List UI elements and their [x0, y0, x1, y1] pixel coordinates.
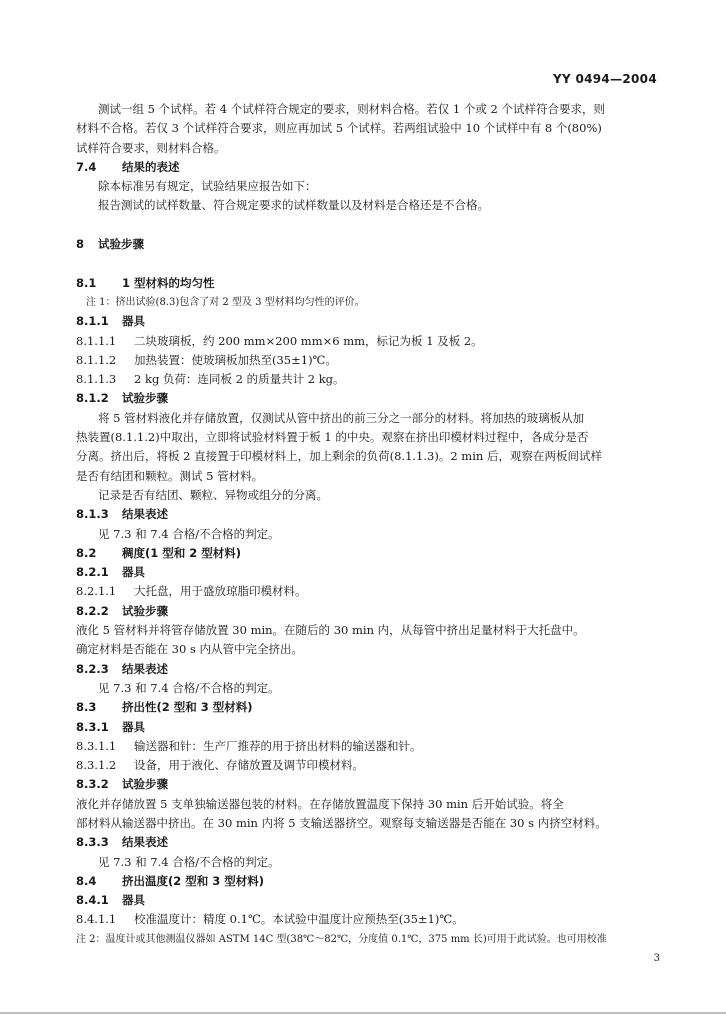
clause-8-3-1-1 [76, 737, 660, 756]
section-number: 8.3.2 [76, 777, 109, 792]
section-heading-8-2-3 [76, 660, 660, 679]
clause-text: 输送器和针：生产厂推荐的用于挤出材料的输送器和针。 [134, 738, 422, 753]
clause-number: 8.3.1.2 [76, 758, 117, 773]
section-number: 8.2.2 [76, 603, 109, 618]
section-heading-8-3-2 [76, 775, 660, 794]
standard-code: YY 0494—2004 [553, 72, 657, 86]
clause-text: 加热装置：使玻璃板加热至(35±1)℃。 [134, 352, 337, 367]
section-heading-8-4-1 [76, 891, 660, 910]
paragraph-line: 部材料从输送器中挤出。在 30 min 内将 5 支输送器挤空。观察每支输送器是否能在 30 s 内挤空材料。 [76, 815, 607, 830]
paragraph-line: 材料不合格。若仅 3 个试样符合要求，则应再加试 5 个试样。若两组试验中 10 个试样中有 8 个(80%) [76, 121, 602, 136]
paragraph-line: 液化并存储放置 5 支单独输送器包装的材料。在存储放置温度下保持 30 min 后开始试验。将全 [76, 796, 564, 811]
section-title: 挤出温度(2 型和 3 型材料) [122, 873, 265, 888]
paragraph-line: 报告测试的试样数量、符合规定要求的试样数量以及材料是合格还是不合格。 [98, 198, 489, 213]
paragraph-line: 见 7.3 和 7.4 合格/不合格的判定。 [98, 526, 280, 541]
section-title: 结果的表述 [122, 159, 180, 174]
note-2: 注 2：温度计或其他测温仪器如 ASTM 14C 型(38℃～82℃，分度值 0.1℃，375 mm 长)可用于此试验。也可用校准 [76, 933, 607, 945]
section-heading-8-2-2 [76, 602, 660, 621]
section-title: 结果表述 [122, 507, 168, 522]
section-number: 8.1.3 [76, 507, 109, 522]
paragraph-line: 是否有结团和颗粒。测试 5 管材料。 [76, 468, 264, 483]
section-heading-8-3-3 [76, 833, 660, 852]
paragraph-line: 见 7.3 和 7.4 合格/不合格的判定。 [98, 854, 280, 869]
section-number: 8.4 [76, 873, 97, 888]
section-number: 8.2.1 [76, 565, 109, 580]
clause-text: 设备，用于液化、存储放置及调节印模材料。 [134, 758, 364, 773]
section-title: 试验步骤 [122, 777, 168, 792]
paragraph-line: 除本标准另有规定，试验结果应报告如下： [98, 179, 317, 194]
section-number: 8.1 [76, 275, 97, 290]
section-title: 稠度(1 型和 2 型材料) [122, 545, 242, 560]
paragraph-line: 确定材料是否能在 30 s 内从管中完全挤出。 [76, 642, 303, 657]
clause-text: 二块玻璃板，约 200 mm×200 mm×6 mm，标记为板 1 及板 2。 [134, 333, 483, 348]
clause-number: 8.1.1.2 [76, 352, 117, 367]
section-heading-8-2-1 [76, 563, 660, 582]
clause-text: 2 kg 负荷：连同板 2 的质量共计 2 kg。 [134, 372, 345, 387]
section-title: 结果表述 [122, 835, 168, 850]
section-title: 器具 [122, 719, 145, 734]
section-title: 挤出性(2 型和 3 型材料) [122, 700, 253, 715]
clause-8-4-1-1 [76, 910, 660, 929]
section-number: 8.3 [76, 700, 97, 715]
clause-number: 8.3.1.1 [76, 738, 117, 753]
clause-8-1-1-2 [76, 351, 660, 370]
clause-number: 8.1.1.3 [76, 372, 117, 387]
section-number: 8.1.1 [76, 314, 109, 329]
section-heading-8-3 [76, 698, 660, 717]
section-heading-8-2 [76, 544, 660, 563]
section-number: 8.2.3 [76, 661, 109, 676]
section-title: 器具 [122, 314, 145, 329]
scan-edge-divider [0, 1012, 726, 1014]
section-heading-8-4 [76, 872, 660, 891]
section-heading-8-1-2 [76, 389, 660, 408]
section-heading-8-1 [76, 274, 660, 293]
section-heading-8 [76, 235, 660, 254]
section-number: 8.3.1 [76, 719, 109, 734]
clause-text: 大托盘，用于盛放琼脂印模材料。 [134, 584, 307, 599]
page-number: 3 [653, 953, 660, 964]
clause-8-1-1-3 [76, 370, 660, 389]
clause-8-2-1-1 [76, 582, 660, 601]
section-number: 7.4 [76, 159, 97, 174]
paragraph-line: 见 7.3 和 7.4 合格/不合格的判定。 [98, 680, 280, 695]
section-number: 8 [76, 237, 85, 252]
section-title: 器具 [122, 565, 145, 580]
paragraph-line: 液化 5 管材料并将管存储放置 30 min。在随后的 30 min 内，从每管中挤出足量材料于大托盘中。 [76, 623, 585, 638]
clause-text: 校准温度计：精度 0.1℃。本试验中温度计应预热至(35±1)℃。 [134, 912, 464, 927]
section-heading-7-4 [76, 158, 660, 177]
paragraph-line: 将 5 管材料液化并存储放置，仅测试从管中挤出的前三分之一部分的材料。将加热的玻璃板从加 [98, 410, 585, 425]
section-heading-8-3-1 [76, 718, 660, 737]
paragraph-line: 记录是否有结团、颗粒、异物或组分的分离。 [98, 487, 328, 502]
paragraph-line: 热装置(8.1.1.2)中取出，立即将试验材料置于板 1 的中央。观察在挤出印模材料过程中，各成分是否 [76, 430, 589, 445]
note-1: 注 1：挤出试验(8.3)包含了对 2 型及 3 型材料均匀性的评价。 [86, 296, 365, 308]
section-title: 试验步骤 [98, 237, 144, 252]
section-number: 8.4.1 [76, 893, 109, 908]
section-number: 8.3.3 [76, 835, 109, 850]
section-number: 8.1.2 [76, 391, 109, 406]
section-heading-8-1-3 [76, 505, 660, 524]
clause-8-1-1-1 [76, 332, 660, 351]
section-heading-8-1-1 [76, 312, 660, 331]
clause-number: 8.4.1.1 [76, 912, 117, 927]
section-number: 8.2 [76, 545, 97, 560]
clause-number: 8.2.1.1 [76, 584, 117, 599]
section-title: 试验步骤 [122, 391, 168, 406]
clause-number: 8.1.1.1 [76, 333, 117, 348]
paragraph-line: 试样符合要求，则材料合格。 [76, 140, 226, 155]
paragraph-line: 测试一组 5 个试样。若 4 个试样符合规定的要求，则材料合格。若仅 1 个或 2 个试样符合要求，则 [98, 102, 606, 116]
section-title: 器具 [122, 893, 145, 908]
section-title: 1 型材料的均匀性 [122, 275, 215, 290]
document-body [76, 100, 660, 949]
clause-8-3-1-2 [76, 756, 660, 775]
paragraph-line: 分离。挤出后，将板 2 直接置于印模材料上，加上剩余的负荷(8.1.1.3)。2 min 后，观察在两板间试样 [76, 449, 602, 464]
section-title: 试验步骤 [122, 603, 168, 618]
section-title: 结果表述 [122, 661, 168, 676]
